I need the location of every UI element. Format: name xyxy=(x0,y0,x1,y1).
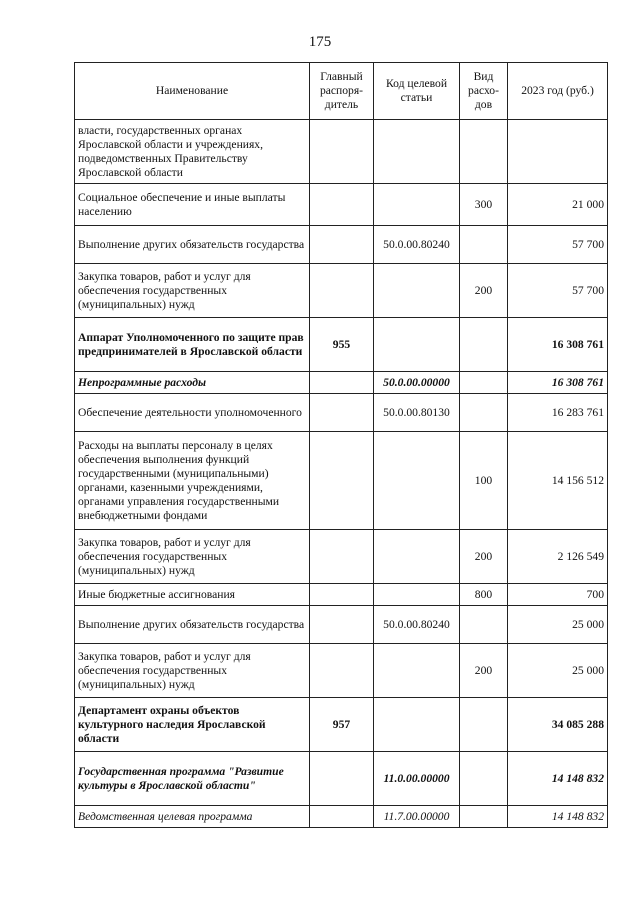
row-name: Ведомственная целевая программа xyxy=(75,806,310,828)
table-row xyxy=(75,752,608,806)
row-vid: 300 xyxy=(460,184,508,226)
table-row xyxy=(75,226,608,264)
table-row xyxy=(75,432,608,530)
row-code xyxy=(374,698,460,752)
header-name: Наименование xyxy=(75,63,310,120)
row-vid xyxy=(460,318,508,372)
row-sum: 16 283 761 xyxy=(508,394,608,432)
row-code: 50.0.00.80240 xyxy=(374,226,460,264)
page-number: 175 xyxy=(308,34,332,50)
row-glav: 955 xyxy=(310,318,374,372)
table-row xyxy=(75,530,608,584)
row-vid xyxy=(460,394,508,432)
row-name: Выполнение других обязательств государства xyxy=(75,226,310,264)
row-vid: 200 xyxy=(460,644,508,698)
row-code: 50.0.00.80240 xyxy=(374,606,460,644)
row-vid: 200 xyxy=(460,530,508,584)
row-name: Непрограммные расходы xyxy=(75,372,310,394)
row-name: Аппарат Уполномоченного по защите прав предпринимателей в Ярославской области xyxy=(75,318,310,372)
row-vid: 800 xyxy=(460,584,508,606)
row-vid xyxy=(460,606,508,644)
row-sum: 25 000 xyxy=(508,644,608,698)
row-glav xyxy=(310,264,374,318)
row-name: Социальное обеспечение и иные выплаты населению xyxy=(75,184,310,226)
row-glav xyxy=(310,752,374,806)
row-glav xyxy=(310,806,374,828)
row-sum: 34 085 288 xyxy=(508,698,608,752)
header-vid: Вид расхо-дов xyxy=(460,63,508,120)
row-glav xyxy=(310,226,374,264)
row-sum: 57 700 xyxy=(508,226,608,264)
table-row xyxy=(75,264,608,318)
header-sum: 2023 год (руб.) xyxy=(508,63,608,120)
row-glav xyxy=(310,584,374,606)
row-code xyxy=(374,184,460,226)
row-code: 11.0.00.00000 xyxy=(374,752,460,806)
row-glav xyxy=(310,184,374,226)
row-vid xyxy=(460,752,508,806)
row-vid: 100 xyxy=(460,432,508,530)
row-name: власти, государственных органах Ярославской области и учреждениях, подведомственных Правительству Ярославской области xyxy=(75,120,310,184)
row-name: Закупка товаров, работ и услуг для обеспечения государственных (муниципальных) нужд xyxy=(75,264,310,318)
row-name: Закупка товаров, работ и услуг для обеспечения государственных (муниципальных) нужд xyxy=(75,644,310,698)
row-sum: 700 xyxy=(508,584,608,606)
row-name: Департамент охраны объектов культурного наследия Ярославской области xyxy=(75,698,310,752)
row-vid xyxy=(460,120,508,184)
header-code: Код целевой статьи xyxy=(374,63,460,120)
table-row xyxy=(75,120,608,184)
row-vid xyxy=(460,698,508,752)
row-sum: 14 148 832 xyxy=(508,806,608,828)
table-row xyxy=(75,372,608,394)
row-sum: 16 308 761 xyxy=(508,372,608,394)
row-sum xyxy=(508,120,608,184)
row-vid xyxy=(460,372,508,394)
budget-table xyxy=(74,62,608,828)
row-name: Выполнение других обязательств государства xyxy=(75,606,310,644)
row-sum: 21 000 xyxy=(508,184,608,226)
row-glav xyxy=(310,432,374,530)
row-glav xyxy=(310,530,374,584)
table-header-row xyxy=(75,63,608,120)
row-sum: 16 308 761 xyxy=(508,318,608,372)
row-glav: 957 xyxy=(310,698,374,752)
row-code xyxy=(374,432,460,530)
row-code xyxy=(374,318,460,372)
table-row xyxy=(75,806,608,828)
row-glav xyxy=(310,644,374,698)
row-code xyxy=(374,264,460,318)
row-code: 11.7.00.00000 xyxy=(374,806,460,828)
table-row xyxy=(75,698,608,752)
row-name: Обеспечение деятельности уполномоченного xyxy=(75,394,310,432)
table-row xyxy=(75,584,608,606)
table-row xyxy=(75,394,608,432)
row-sum: 25 000 xyxy=(508,606,608,644)
table-row xyxy=(75,184,608,226)
table-row xyxy=(75,318,608,372)
header-glav: Главный распоря-дитель xyxy=(310,63,374,120)
row-vid xyxy=(460,806,508,828)
row-glav xyxy=(310,372,374,394)
row-glav xyxy=(310,120,374,184)
row-code: 50.0.00.00000 xyxy=(374,372,460,394)
row-sum: 14 148 832 xyxy=(508,752,608,806)
row-name: Государственная программа "Развитие культуры в Ярославской области" xyxy=(75,752,310,806)
table-row xyxy=(75,644,608,698)
row-sum: 57 700 xyxy=(508,264,608,318)
row-code xyxy=(374,530,460,584)
row-vid xyxy=(460,226,508,264)
row-name: Расходы на выплаты персоналу в целях обеспечения выполнения функций государственными (муниципальными) органами, казенными учреждениями, органами управления государственными внебюджетными фондами xyxy=(75,432,310,530)
row-sum: 14 156 512 xyxy=(508,432,608,530)
row-code: 50.0.00.80130 xyxy=(374,394,460,432)
row-glav xyxy=(310,606,374,644)
row-name: Иные бюджетные ассигнования xyxy=(75,584,310,606)
row-code xyxy=(374,584,460,606)
row-glav xyxy=(310,394,374,432)
row-code xyxy=(374,644,460,698)
table-row xyxy=(75,606,608,644)
row-name: Закупка товаров, работ и услуг для обеспечения государственных (муниципальных) нужд xyxy=(75,530,310,584)
row-vid: 200 xyxy=(460,264,508,318)
row-sum: 2 126 549 xyxy=(508,530,608,584)
row-code xyxy=(374,120,460,184)
